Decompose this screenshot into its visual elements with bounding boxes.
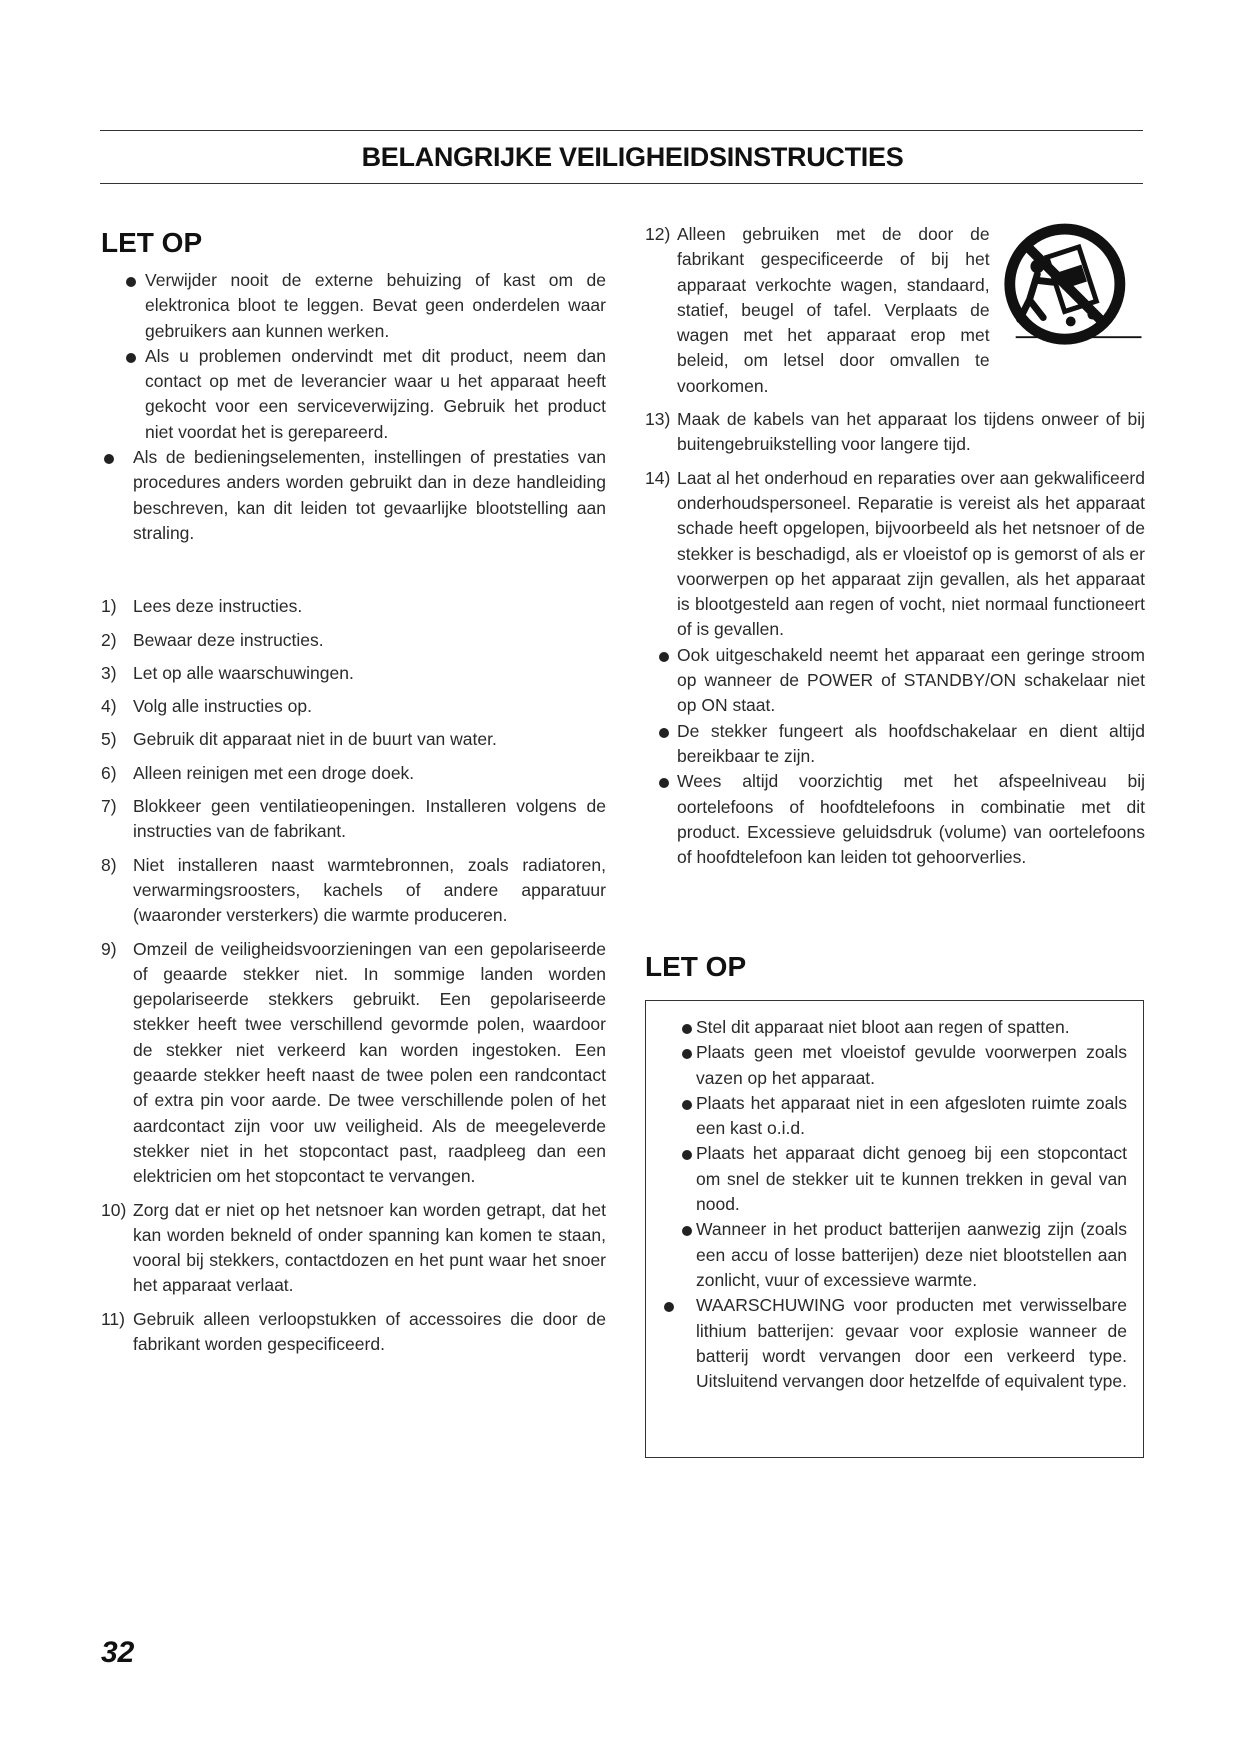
item-text: Blokkeer geen ventilatieopeningen. Installeren volgens de instructies van de fabrikant. [133, 796, 606, 842]
item-text: Alleen reinigen met een droge doek. [133, 762, 415, 783]
bullet-icon [682, 1100, 692, 1110]
bullet-text: Wanneer in het product batterijen aanwezig zijn (zoals een accu of losse batterijen) deze niet blootstellen aan zonlicht, vuur of excessieve warmte. [696, 1219, 1127, 1290]
item-number: 9) [101, 938, 117, 959]
instruction-item [101, 1307, 606, 1358]
caution-bullet-list [101, 268, 606, 546]
warning-bullet-list [646, 1015, 1127, 1293]
instruction-item [101, 594, 606, 619]
item-text: Laat al het onderhoud en reparaties over aan gekwalificeerd onderhoudspersoneel. Reparatie is vereist als het apparaat schade heeft opgelopen, bijvoorbeeld als het netsnoer of de stekker is beschadigd, als er vloeistof op is gemorst of als er voorwerpen op het apparaat zijn gevallen, als het apparaat is blootgesteld aan regen of vocht, niet normaal functioneert of is gevallen. [677, 467, 1145, 640]
item-text: Maak de kabels van het apparaat los tijdens onweer of bij buitengebruikstelling voor langere tijd. [677, 409, 1145, 455]
item-number: 12) [645, 224, 671, 244]
item-number: 10) [101, 1199, 127, 1220]
bullet-icon [682, 1024, 692, 1034]
instruction-item [101, 694, 606, 719]
item-number: 3) [101, 662, 117, 683]
bullet-icon [664, 1302, 674, 1312]
bullet-icon [659, 778, 669, 788]
list-item [101, 268, 606, 344]
instruction-item [645, 407, 1145, 458]
item-number: 1) [101, 596, 117, 617]
bullet-text: Stel dit apparaat niet bloot aan regen of spatten. [696, 1017, 1070, 1037]
item-text: Let op alle waarschuwingen. [133, 662, 354, 683]
bullet-icon [126, 353, 136, 363]
section-heading-let-op: LET OP [101, 227, 203, 258]
list-item [646, 1293, 1127, 1394]
bullet-icon [659, 728, 669, 738]
item-text: Alleen gebruiken met de door de fabrikant gespecificeerde of bij het apparaat verkochte wagen, standaard, statief, beugel of tafel. Verplaats de wagen met het apparaat erop met beleid, om letsel door omvallen te voorkomen. [677, 224, 990, 396]
item-number: 11) [101, 1308, 125, 1329]
bullet-text: Als de bedieningselementen, instellingen of prestaties van procedures anders worden gebruikt dan in deze handleiding beschreven, kan dit leiden tot gevaarlijke blootstelling aan straling. [133, 447, 606, 543]
section-heading-let-op-2: LET OP [645, 951, 747, 982]
instruction-item [645, 222, 1145, 399]
instruction-item [101, 937, 606, 1190]
instruction-list [101, 594, 606, 1357]
instruction-list-continued [645, 222, 1145, 643]
list-item [645, 719, 1145, 770]
list-item [645, 643, 1145, 719]
list-item [646, 1141, 1127, 1217]
item-number: 4) [101, 696, 117, 717]
instruction-item [101, 794, 606, 845]
item-text: Bewaar deze instructies. [133, 629, 324, 650]
list-item [101, 344, 606, 445]
list-item [646, 1091, 1127, 1142]
instruction-item [101, 628, 606, 653]
bullet-icon [682, 1226, 692, 1236]
bullet-icon [659, 652, 669, 662]
bullet-icon [126, 277, 136, 287]
page-title: BELANGRIJKE VEILIGHEIDSINSTRUCTIES [361, 141, 904, 172]
list-item [646, 1217, 1127, 1293]
instruction-item [101, 661, 606, 686]
bullet-text: Verwijder nooit de externe behuizing of kast om de elektronica bloot te leggen. Bevat geen onderdelen waar gebruikers aan kunnen werken. [145, 270, 606, 341]
bullet-icon [682, 1049, 692, 1059]
list-item [101, 445, 606, 546]
warning-box [645, 1000, 1144, 1458]
item-number: 14) [645, 467, 671, 488]
item-text: Volg alle instructies op. [133, 696, 312, 717]
instruction-item [101, 727, 606, 752]
instruction-item [101, 853, 606, 929]
list-item [645, 769, 1145, 870]
bullet-text: Als u problemen ondervindt met dit product, neem dan contact op met de leverancier waar u het apparaat heeft gekocht voor een serviceverwijzing. Gebruik het product niet voordat het is gerepareerd. [145, 345, 606, 442]
item-number: 7) [101, 796, 117, 817]
item-number: 2) [101, 629, 117, 650]
bullet-icon [682, 1150, 692, 1160]
item14-bullet-list [645, 643, 1145, 871]
item-text: Niet installeren naast warmtebronnen, zoals radiatoren, verwarmingsroosters, kachels of andere apparatuur (waaronder versterkers) die warmte produceren. [133, 854, 606, 926]
cart-tip-over-warning-icon [998, 216, 1145, 366]
item-number: 8) [101, 854, 117, 875]
item-text: Omzeil de veiligheidsvoorzieningen van een gepolariseerde of geaarde stekker niet. In sommige landen worden gepolariseerde stekkers gebruikt. Een gepolariseerde stekker heeft twee verschillend gevormde polen, waardoor de stekker niet verkeerd kan worden ingestoken. Een geaarde stekker heeft naast de twee polen een randcontact of extra pin voor aarde. De twee verschillende polen of het aardcontact zijn voor uw veiligheid. Als de meegeleverde stekker niet in het stopcontact past, raadpleeg dan een elektricien om het stopcontact te vervangen. [133, 938, 606, 1187]
instruction-item [101, 1198, 606, 1299]
bullet-text: De stekker fungeert als hoofdschakelaar en dient altijd bereikbaar te zijn. [677, 720, 1145, 766]
right-column [645, 222, 1145, 870]
left-column [101, 222, 606, 1365]
item-text: Gebruik dit apparaat niet in de buurt van water. [133, 729, 497, 750]
item-number: 5) [101, 729, 117, 750]
item-text: Gebruik alleen verloopstukken of accessoires die door de fabrikant worden gespecificeerd. [133, 1308, 606, 1354]
instruction-item [101, 761, 606, 786]
page-number: 32 [101, 1636, 135, 1669]
item-number: 13) [645, 409, 671, 430]
bullet-text: Plaats het apparaat niet in een afgesloten ruimte zoals een kast o.i.d. [696, 1092, 1127, 1139]
bullet-text: Wees altijd voorzichtig met het afspeelniveau bij oortelefoons of hoofdtelefoons in combinatie met dit product. Excessieve geluidsdruk (volume) van oortelefoons of hoofdtelefoon kan leiden tot gehoorverlies. [677, 771, 1145, 868]
item-number: 6) [101, 762, 117, 783]
list-item [646, 1040, 1127, 1091]
bullet-text: Ook uitgeschakeld neemt het apparaat een geringe stroom op wanneer de POWER of STANDBY/ON schakelaar niet op ON staat. [677, 644, 1145, 716]
warning-outer-list [646, 1293, 1127, 1394]
bullet-text: Plaats geen met vloeistof gevulde voorwerpen zoals vazen op het apparaat. [696, 1042, 1127, 1088]
list-item [646, 1015, 1127, 1040]
item-text: Lees deze instructies. [133, 596, 303, 617]
instruction-item [645, 466, 1145, 643]
bullet-text: Plaats het apparaat dicht genoeg bij een stopcontact om snel de stekker uit te kunnen trekken in geval van nood. [696, 1143, 1127, 1215]
page-header [100, 130, 1143, 184]
bullet-text: WAARSCHUWING voor producten met verwisselbare lithium batterijen: gevaar voor explosie wanneer de batterij wordt vervangen door een verkeerd type. Uitsluitend vervangen door hetzelfde of equivalent type. [696, 1295, 1127, 1392]
item-text: Zorg dat er niet op het netsnoer kan worden getrapt, dat het kan worden bekneld of onder spanning kan komen te staan, vooral bij stekkers, contactdozen en het punt waar het snoer het apparaat verlaat. [133, 1199, 606, 1296]
